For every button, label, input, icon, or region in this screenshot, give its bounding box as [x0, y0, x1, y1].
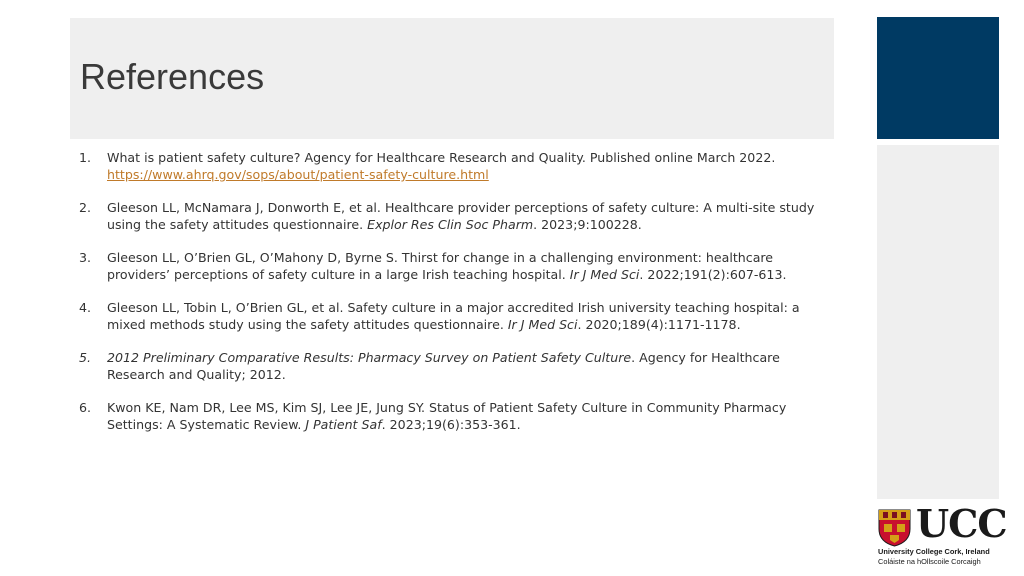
- reference-item: [79, 149, 819, 183]
- reference-list: [79, 149, 819, 449]
- reference-text-segment: . 2023;9:100228.: [533, 217, 642, 232]
- page-title: References: [80, 56, 265, 97]
- reference-text-segment: Kwon KE, Nam DR, Lee MS, Kim SJ, Lee JE, Jung SY. Status of Patient Safety Culture in Community Pharmacy Settings: A Systematic Review.: [107, 400, 787, 432]
- ucc-logo: [878, 501, 1007, 568]
- reference-text-segment: Gleeson LL, Tobin L, O’Brien GL, et al. Safety culture in a major accredited Irish university teaching hospital: a mixed methods study using the safety attitudes questionnaire.: [107, 300, 800, 332]
- reference-italic-text: Ir J Med Sci: [569, 267, 640, 282]
- logo-irish-name: Coláiste na hOllscoile Corcaigh: [878, 557, 981, 566]
- reference-number: 3.: [79, 250, 92, 265]
- reference-italic-text: 2012 Preliminary Comparative Results: Pharmacy Survey on Patient Safety Culture: [107, 350, 632, 365]
- side-panel: [877, 145, 999, 499]
- university-crest-icon: [878, 509, 911, 547]
- reference-text-segment: What is patient safety culture? Agency for Healthcare Research and Quality. Published online March 2022.: [107, 150, 776, 165]
- reference-text: [107, 150, 775, 182]
- reference-text-segment: . 2023;19(6):353-361.: [381, 417, 521, 432]
- reference-text-segment: . Agency for Healthcare Research and Quality; 2012.: [107, 350, 780, 382]
- reference-text-segment: . 2022;191(2):607-613.: [639, 267, 787, 282]
- reference-text-segment: . 2020;189(4):1171-1178.: [577, 317, 741, 332]
- reference-italic-text: Ir J Med Sci: [507, 317, 578, 332]
- reference-text: [107, 350, 780, 382]
- reference-number: 1.: [79, 150, 92, 165]
- reference-number: 4.: [79, 300, 92, 315]
- reference-text-segment: Gleeson LL, McNamara J, Donworth E, et al. Healthcare provider perceptions of safety culture: A multi-site study using the safety attitudes questionnaire.: [107, 200, 815, 232]
- reference-number: 6.: [79, 400, 92, 415]
- logo-wordmark: UCC: [916, 501, 1007, 546]
- reference-number: 5.: [79, 350, 92, 365]
- reference-item: [79, 199, 819, 233]
- reference-item: [79, 299, 819, 333]
- reference-text: [107, 250, 786, 282]
- reference-italic-text: Explor Res Clin Soc Pharm: [367, 217, 534, 232]
- reference-text-segment: Gleeson LL, O’Brien GL, O’Mahony D, Byrne S. Thirst for change in a challenging environment: healthcare providers’ perceptions of safety culture in a large Irish teaching hospital.: [107, 250, 774, 282]
- reference-item: [79, 349, 819, 383]
- reference-text: [107, 400, 786, 432]
- accent-block: [877, 17, 999, 139]
- reference-item: [79, 399, 819, 433]
- reference-text: [107, 300, 800, 332]
- logo-english-name: University College Cork, Ireland: [878, 547, 990, 556]
- reference-number: 2.: [79, 200, 92, 215]
- reference-item: [79, 249, 819, 283]
- reference-text: [107, 200, 814, 232]
- reference-link[interactable]: https://www.ahrq.gov/sops/about/patient-safety-culture.html: [107, 167, 489, 182]
- reference-italic-text: J Patient Saf: [305, 417, 382, 432]
